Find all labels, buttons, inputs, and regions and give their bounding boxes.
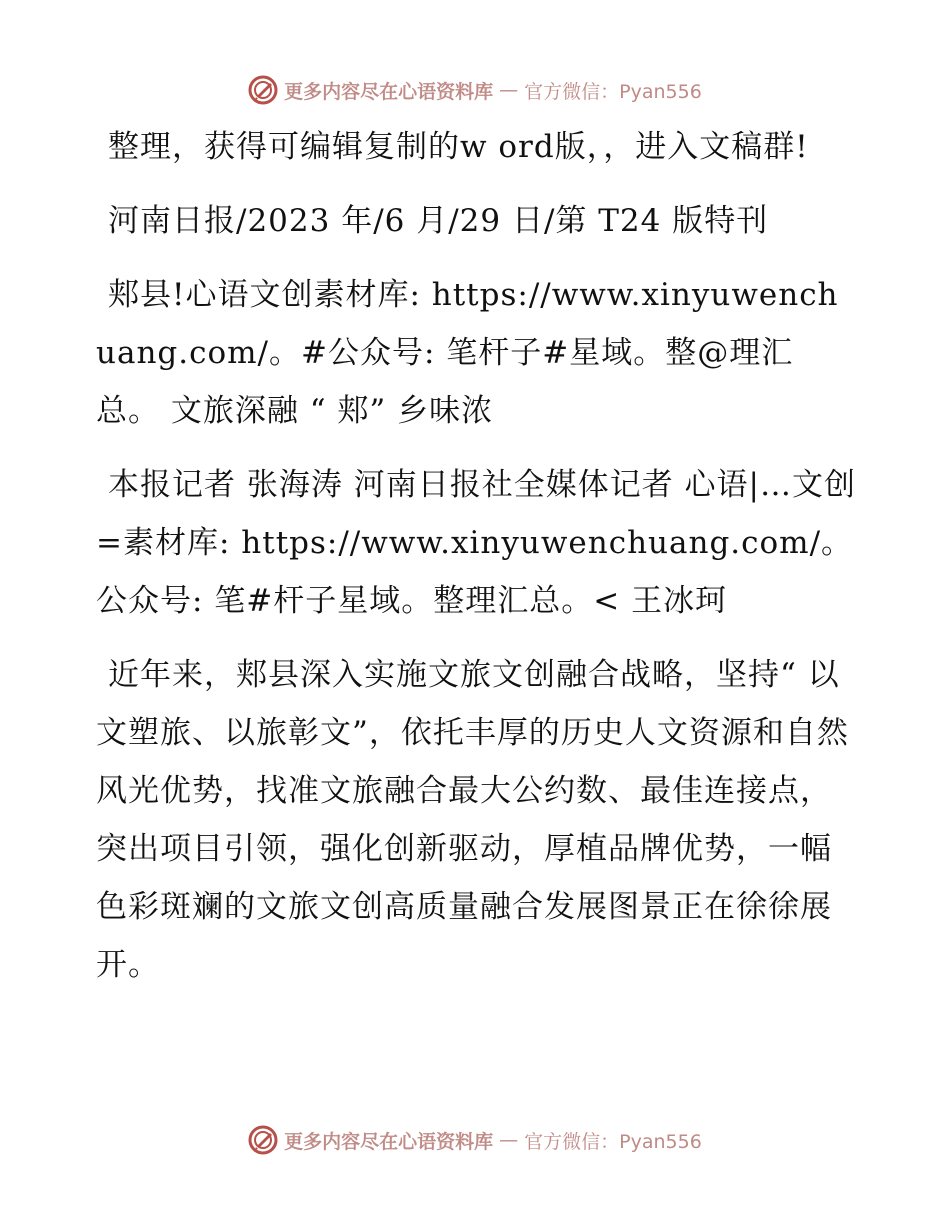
- footer-banner-wechat: 官方微信：Pyan556: [524, 1130, 702, 1153]
- footer-banner-inner: [248, 1125, 702, 1155]
- header-banner-inner: [248, 75, 702, 105]
- header-banner-text: 更多内容尽在心语资料库: [284, 80, 494, 103]
- footer-banner: [0, 1120, 950, 1160]
- paragraph-body: 近年来，郏县深入实施文旅文创融合战略，坚持“ 以文塑旅、以旅彰文”，依托丰厚的历史人文资源和自然风光优势，找准文旅融合最大公约数、最佳连接点，突出项目引领，强化创新驱动，厚植品牌优势，一幅色彩斑斓的文旅文创高质量融合发展图景正在徐徐展开。: [96, 657, 849, 983]
- header-banner-separator: —: [499, 79, 519, 101]
- pen-logo-icon: [248, 1125, 278, 1155]
- footer-banner-text: 更多内容尽在心语资料库: [284, 1130, 494, 1153]
- pen-logo-icon: [248, 75, 278, 105]
- paragraph-headline: 郏县!心语文创素材库: https://www.xinyuwenchuang.com/。#公众号: 笔杆子#星域。整@理汇总。 文旅深融 “ 郏” 乡味浓: [96, 277, 839, 429]
- header-banner: [0, 70, 950, 110]
- paragraph-intro: 整理，获得可编辑复制的w ord版，，进入文稿群!: [108, 129, 809, 165]
- paragraph-dateline: 河南日报/2023 年/6 月/29 日/第 T24 版特刊: [108, 203, 769, 239]
- paragraph-byline: 本报记者 张海涛 河南日报社全媒体记者 心语|…文创=素材库: https://www.xinyuwenchuang.com/。公众号: 笔#杆子星域。整理汇总。< 王冰珂: [96, 467, 857, 619]
- footer-banner-separator: —: [499, 1129, 519, 1151]
- header-banner-wechat: 官方微信：Pyan556: [524, 80, 702, 103]
- document-body: [96, 118, 856, 1010]
